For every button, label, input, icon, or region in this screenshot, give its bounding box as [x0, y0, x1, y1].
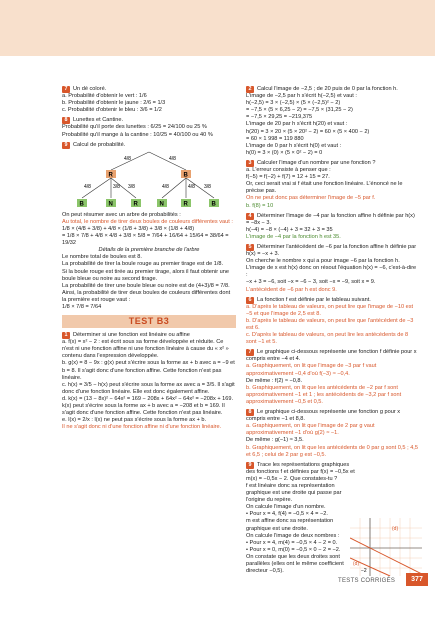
exercise-3: 3 Calculer l'image d'un nombre par une fonction ? a. L'erreur consiste à penser que : f(−5) = f(−2) + f(7) = 12 + 15 = 27. Or, ceci serait vrai si f était une fonction linéaire. L'énoncé ne le précise pas. On ne peut donc pas déterminer l'image de −5 par f. b. f(8) = 10 [246, 159, 403, 209]
exercise-number: 6 [246, 297, 254, 304]
exercise-number: 9 [246, 462, 254, 469]
exercise-9-right: 9 Trace les représentations graphiques des fonctions f et définies par f(x) = −0,5x et m(x) = −0,5x − 2. Que constates-tu ? f est linéaire donc sa représentation graphique est une droite qui passe par l'origine du repère. On calcule l'image d'un nombre. • Pour x = 4, f(4) = −0,5 × 4 = −2. m est affine donc sa représentation graphique est une droite. On calcule l'image de deux nombres : • Pour x = 4, m(4) = −0,5 × 4 − 2 = 0. • Pour x = 0, m(0) = −0,5 × 0 − 2 = −2. On constate que les deux droites sont parallèles (elles ont le même coefficient directeur −0,5). [246, 461, 355, 575]
svg-text:4/8: 4/8 [188, 183, 195, 190]
exercise-number: 8 [246, 409, 254, 416]
svg-text:3/8: 3/8 [204, 183, 211, 190]
caption: Détails de la première branche de l'arbre [98, 247, 200, 254]
svg-text:3/8: 3/8 [113, 183, 120, 190]
svg-text:4/8: 4/8 [162, 183, 169, 190]
graph-label-d1: (d) [392, 526, 399, 532]
probability-tree [74, 150, 224, 210]
test-heading: TEST B3 [62, 315, 236, 328]
footer-label: TESTS CORRIGÉS [338, 578, 396, 584]
svg-text:B: B [79, 201, 84, 208]
tree-frac-top-2: 4/8 [169, 155, 176, 162]
tree-label-b: B [183, 172, 188, 179]
tree-label-r: R [108, 172, 113, 179]
exercise-number: 2 [246, 86, 254, 93]
exercise-1: 1 Déterminer si une fonction est linéaire ou affine a. f(x) = x² − 2 : est écrit sous sa forme développée et réduite. Ce n'est ni une fonction affine ni une fonction linéaire à cause du « x² » contenu dans l'expression développée. b. g(x) = 8 − 9x : g(x) peut s'écrire sous la forme ax + b avec a = −9 et b = 8. Il s'agit donc d'une fonction affine. Cette fonction n'est pas linéaire. c. h(x) = 3/5 − h(x) peut s'écrire sous la forme ax avec a = 3/5. Il s'agit donc d'une fonction linéaire. Elle est donc également affine. d. k(x) = (13 − 8x)² − 64x² = 169 − 208x + 64x² − 64x² = −208x + 169. k(x) peut s'écrire sous la forme ax + b avec a = −208 et b = 169. Il s'agit donc d'une fonction affine. Cette fonction n'est pas linéaire. e. l(x) = 2/x : l(x) ne peut pas s'écrire sous la forme ax + b. Il ne s'agit donc ni d'une fonction affine ni d'une fonction linéaire. [62, 332, 235, 431]
right-column [246, 86, 418, 578]
graph-label-d2: (d) [353, 561, 360, 567]
exercise-7: 7 Un dé coloré. a. Probabilité d'obtenir le vert : 1/6 b. Probabilité d'obtenir le jaune : 2/6 = 1/3 c. Probabilité d'obtenir le bleu : 3/6 = 1/2 [62, 86, 166, 114]
exercise-6: 6 La fonction f est définie par le tableau suivant. a. D'après le tableau de valeurs, on peut lire que l'image de −10 est −5 et que l'image de 2,5 est 8. b. D'après le tableau de valeurs, on peut lire que l'antécédent de −3 est 6. c. D'après le tableau de valeurs, on peut lire les antécédents de 8 sont −1 et 5. [246, 296, 414, 346]
exercise-5: 5 Déterminer l'antécédent de −6 par la fonction affine h définie par h(x) = −x + 3. On cherche le nombre x qui a pour image −6 par la fonction h. L'image de x est h(x) donc on résout l'équation h(x) = −6, c'est-à-dire : −x + 3 = −6, soit −x = −6 − 3, soit −x = −9, soit x = 9. L'antécédent de −6 par h est donc 9. [246, 243, 417, 293]
svg-text:3/8: 3/8 [128, 183, 135, 190]
exercise-number: 5 [246, 244, 254, 251]
exercise-8: 8 Lunettes et Cantine. Probabilité qu'il porte des lunettes : 6/25 = 24/100 ou 25 % Probabilité qu'il mange à la cantine : 10/25 = 40/100 ou 40 % [62, 117, 213, 138]
svg-text:N: N [159, 201, 164, 208]
exercise-number: 1 [62, 332, 70, 339]
left-column [62, 86, 236, 434]
svg-text:R: R [133, 201, 138, 208]
exercise-2: 2 Calcul l'image de −2,5 ; de 20 puis de 0 par la fonction h. L'image de −2,5 par h s'écrit h(−2,5) et vaut : h(−2,5) = 3 × (−2,5) × (5 × (−2,5)² − 2) = −7,5 × (5 × 6,25 − 2) = −7,5 × (31,25 − 2) = −7,5 × 29,25 = −219,375 L'image de 20 par h s'écrit h(20) et vaut : h(20) = 3 × 20 × (5 × 20² − 2) = 60 × (5 × 400 − 2) = 60 × 1 998 = 119 880 L'image de 0 par h s'écrit h(0) et vaut : h(0) = 3 × (0) × (5 × 0² − 2) = 0 [246, 86, 398, 156]
graph-label-minus2: −2 [361, 568, 367, 574]
exercise-number: 9 [62, 142, 70, 149]
exercise-number: 3 [246, 160, 254, 167]
exercise-number: 8 [62, 117, 70, 124]
exercise-9: 9 Calcul de probabilité. 4/8 4/8 R B 4/8 3/8 3/8 4/8 4/8 3/8 B N R N R B On peut résumer avec un arbre de probabilités : Au total, le nombre de tirer deux boules de couleurs différentes vaut : 1/8 × (4/8 + 3/8) + 4/8 × (1/8 + 3/8) + 3/8 × (1/8 + 4/8) = 1/8 × 7/8 + 4/8 × 4/8 + 3/8 × 5/8 = 7/64 + 16/64 + 15/64 = 38/64 = 19/32 Détails de la première branche de l'arbre Le nombre total de boules est 8. La probabilité de tirer la boule rouge au premier tirage est de 1/8. Si la boule rouge est tirée au premier tirage, alors il faut obtenir une boule bleue ou noire au second tirage. La probabilité de tirer une boule bleue ou noire est de (4+3)/8 = 7/8. Ainsi, la probabilité de tirer deux boules de couleurs différentes dont la première est rouge vaut : 1/8 × 7/8 = 7/64 [62, 142, 236, 311]
exercise-8-right: 8 Le graphique ci-dessous représente une fonction g pour x compris entre −1 et 8,8. a. Graphiquement, on lit que l'image de 2 par g vaut approximativement −1 d'où g(2) ≈ −1. De même : g(−1) ≈ 3,5. b. Graphiquement, on lit que les antécédents de 0 par g sont 0,5 ; 4,5 et 6,5 ; celui de 2 par g est −0,5. [246, 409, 418, 458]
svg-text:N: N [108, 201, 113, 208]
svg-text:R: R [183, 201, 188, 208]
exercise-number: 7 [62, 86, 70, 93]
function-graph [350, 518, 422, 576]
exercise-number: 4 [246, 213, 254, 220]
svg-text:B: B [211, 201, 216, 208]
exercise-7-right: 7 Le graphique ci-dessous représente une fonction f définie pour x compris entre −4 et 4. a. Graphiquement, on lit que l'image de −3 par f vaut approximativement −0,4 d'où f(−3) ≈ −0,4. De même : f(2) ≈ −0,8. b. Graphiquement, on lit que les antécédents de −2 par f sont approximativement −1 et 1 ; les antécédents de −3,2 par f sont approximativement −0,5 et 0,5. [246, 349, 417, 405]
tree-frac-top-1: 4/8 [124, 155, 131, 162]
svg-text:4/8: 4/8 [84, 183, 91, 190]
top-band [0, 0, 435, 56]
exercise-number: 7 [246, 349, 254, 356]
page-number: 377 [406, 573, 428, 586]
exercise-4: 4 Déterminer l'image de −4 par la fonction affine h définie par h(x) = −8x − 3. h(−4) = −8 × (−4) + 3 = 32 + 3 = 35 L'image de −4 par la fonction h est 35. [246, 212, 415, 240]
